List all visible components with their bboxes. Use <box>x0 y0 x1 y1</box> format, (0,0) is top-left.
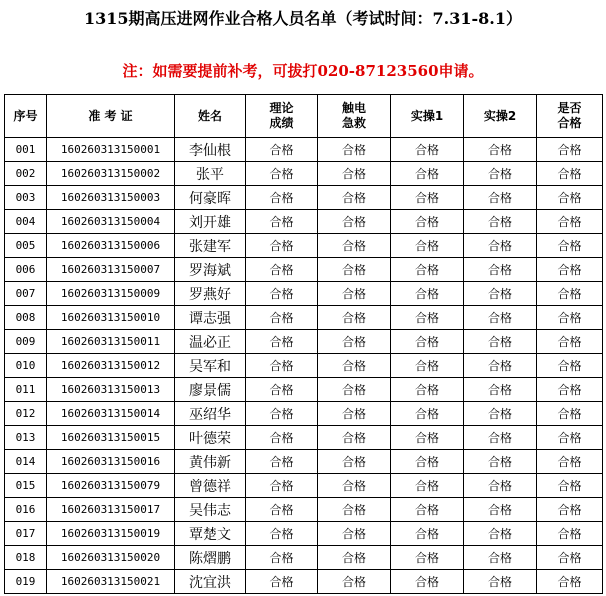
cell-practical1: 合格 <box>391 522 464 546</box>
table-row <box>5 546 603 570</box>
cell-exam-id: 160260313150003 <box>47 186 175 210</box>
cell-first-aid: 合格 <box>318 450 391 474</box>
table-row <box>5 450 603 474</box>
cell-first-aid: 合格 <box>318 138 391 162</box>
cell-practical1: 合格 <box>391 426 464 450</box>
cell-exam-id: 160260313150017 <box>47 498 175 522</box>
cell-first-aid: 合格 <box>318 306 391 330</box>
cell-exam-id: 160260313150020 <box>47 546 175 570</box>
cell-no: 018 <box>5 546 47 570</box>
header-first-aid: 触电 急救 <box>318 95 391 138</box>
cell-practical1: 合格 <box>391 546 464 570</box>
cell-theory: 合格 <box>246 282 318 306</box>
cell-pass: 合格 <box>537 498 603 522</box>
table-row <box>5 522 603 546</box>
cell-practical2: 合格 <box>464 258 537 282</box>
cell-name: 何豪晖 <box>175 186 246 210</box>
cell-practical1: 合格 <box>391 450 464 474</box>
cell-practical1: 合格 <box>391 378 464 402</box>
header-practical2: 实操2 <box>464 95 537 138</box>
cell-name: 陈熠鹏 <box>175 546 246 570</box>
header-no: 序号 <box>5 95 47 138</box>
cell-exam-id: 160260313150002 <box>47 162 175 186</box>
cell-theory: 合格 <box>246 210 318 234</box>
cell-practical2: 合格 <box>464 522 537 546</box>
cell-name: 廖景儒 <box>175 378 246 402</box>
cell-exam-id: 160260313150006 <box>47 234 175 258</box>
cell-no: 009 <box>5 330 47 354</box>
cell-exam-id: 160260313150001 <box>47 138 175 162</box>
cell-theory: 合格 <box>246 522 318 546</box>
table-row <box>5 354 603 378</box>
cell-name: 黄伟新 <box>175 450 246 474</box>
cell-exam-id: 160260313150004 <box>47 210 175 234</box>
table-row <box>5 162 603 186</box>
cell-exam-id: 160260313150016 <box>47 450 175 474</box>
cell-exam-id: 160260313150009 <box>47 282 175 306</box>
table-row <box>5 330 603 354</box>
cell-exam-id: 160260313150021 <box>47 570 175 594</box>
cell-no: 010 <box>5 354 47 378</box>
cell-exam-id: 160260313150014 <box>47 402 175 426</box>
cell-theory: 合格 <box>246 450 318 474</box>
cell-pass: 合格 <box>537 570 603 594</box>
cell-first-aid: 合格 <box>318 282 391 306</box>
cell-pass: 合格 <box>537 402 603 426</box>
cell-practical1: 合格 <box>391 474 464 498</box>
cell-name: 罗海斌 <box>175 258 246 282</box>
cell-theory: 合格 <box>246 402 318 426</box>
cell-practical1: 合格 <box>391 402 464 426</box>
cell-name: 曾德祥 <box>175 474 246 498</box>
cell-no: 016 <box>5 498 47 522</box>
cell-pass: 合格 <box>537 162 603 186</box>
cell-theory: 合格 <box>246 330 318 354</box>
cell-practical2: 合格 <box>464 354 537 378</box>
table-row <box>5 498 603 522</box>
cell-theory: 合格 <box>246 162 318 186</box>
table-row <box>5 282 603 306</box>
cell-name: 温必正 <box>175 330 246 354</box>
cell-practical2: 合格 <box>464 426 537 450</box>
cell-no: 004 <box>5 210 47 234</box>
cell-exam-id: 160260313150010 <box>47 306 175 330</box>
cell-no: 012 <box>5 402 47 426</box>
cell-practical1: 合格 <box>391 282 464 306</box>
cell-no: 006 <box>5 258 47 282</box>
cell-pass: 合格 <box>537 546 603 570</box>
cell-exam-id: 160260313150013 <box>47 378 175 402</box>
cell-pass: 合格 <box>537 210 603 234</box>
cell-pass: 合格 <box>537 138 603 162</box>
cell-no: 015 <box>5 474 47 498</box>
cell-first-aid: 合格 <box>318 330 391 354</box>
cell-first-aid: 合格 <box>318 498 391 522</box>
table-row <box>5 186 603 210</box>
cell-theory: 合格 <box>246 306 318 330</box>
cell-no: 008 <box>5 306 47 330</box>
cell-no: 001 <box>5 138 47 162</box>
cell-exam-id: 160260313150019 <box>47 522 175 546</box>
cell-practical2: 合格 <box>464 546 537 570</box>
table-row <box>5 570 603 594</box>
cell-practical2: 合格 <box>464 234 537 258</box>
table-row <box>5 306 603 330</box>
cell-practical2: 合格 <box>464 330 537 354</box>
cell-pass: 合格 <box>537 522 603 546</box>
cell-first-aid: 合格 <box>318 258 391 282</box>
cell-first-aid: 合格 <box>318 570 391 594</box>
header-name: 姓名 <box>175 95 246 138</box>
table-row <box>5 234 603 258</box>
roster-table <box>4 94 603 594</box>
cell-pass: 合格 <box>537 186 603 210</box>
table-row <box>5 138 603 162</box>
cell-theory: 合格 <box>246 378 318 402</box>
header-theory: 理论 成绩 <box>246 95 318 138</box>
cell-practical1: 合格 <box>391 354 464 378</box>
cell-practical2: 合格 <box>464 498 537 522</box>
cell-name: 沈宜洪 <box>175 570 246 594</box>
table-row <box>5 402 603 426</box>
cell-exam-id: 160260313150015 <box>47 426 175 450</box>
cell-no: 002 <box>5 162 47 186</box>
cell-practical2: 合格 <box>464 570 537 594</box>
cell-name: 刘开雄 <box>175 210 246 234</box>
cell-pass: 合格 <box>537 258 603 282</box>
cell-theory: 合格 <box>246 426 318 450</box>
cell-practical1: 合格 <box>391 306 464 330</box>
cell-theory: 合格 <box>246 234 318 258</box>
table-body <box>5 138 603 594</box>
cell-exam-id: 160260313150011 <box>47 330 175 354</box>
cell-theory: 合格 <box>246 474 318 498</box>
cell-no: 019 <box>5 570 47 594</box>
cell-first-aid: 合格 <box>318 402 391 426</box>
cell-pass: 合格 <box>537 378 603 402</box>
cell-pass: 合格 <box>537 426 603 450</box>
cell-pass: 合格 <box>537 474 603 498</box>
cell-theory: 合格 <box>246 546 318 570</box>
cell-practical1: 合格 <box>391 498 464 522</box>
cell-exam-id: 160260313150012 <box>47 354 175 378</box>
table-row <box>5 426 603 450</box>
cell-first-aid: 合格 <box>318 474 391 498</box>
header-exam-id: 准 考 证 <box>47 95 175 138</box>
cell-practical2: 合格 <box>464 402 537 426</box>
header-pass: 是否 合格 <box>537 95 603 138</box>
cell-practical2: 合格 <box>464 282 537 306</box>
table-row <box>5 258 603 282</box>
table-header-row <box>5 95 603 138</box>
cell-name: 吴伟志 <box>175 498 246 522</box>
notice-text: 注：如需要提前补考，可拔打020-87123560申请。 <box>122 62 484 80</box>
cell-theory: 合格 <box>246 186 318 210</box>
cell-name: 叶德荣 <box>175 426 246 450</box>
cell-first-aid: 合格 <box>318 162 391 186</box>
cell-exam-id: 160260313150079 <box>47 474 175 498</box>
cell-practical2: 合格 <box>464 162 537 186</box>
table-row <box>5 474 603 498</box>
cell-name: 张平 <box>175 162 246 186</box>
cell-practical1: 合格 <box>391 570 464 594</box>
cell-exam-id: 160260313150007 <box>47 258 175 282</box>
cell-pass: 合格 <box>537 330 603 354</box>
cell-practical1: 合格 <box>391 234 464 258</box>
cell-practical2: 合格 <box>464 474 537 498</box>
cell-practical2: 合格 <box>464 306 537 330</box>
cell-practical1: 合格 <box>391 258 464 282</box>
cell-first-aid: 合格 <box>318 186 391 210</box>
cell-first-aid: 合格 <box>318 522 391 546</box>
cell-name: 李仙根 <box>175 138 246 162</box>
cell-name: 覃楚文 <box>175 522 246 546</box>
cell-theory: 合格 <box>246 498 318 522</box>
cell-practical1: 合格 <box>391 162 464 186</box>
cell-pass: 合格 <box>537 282 603 306</box>
table-row <box>5 378 603 402</box>
cell-no: 013 <box>5 426 47 450</box>
cell-pass: 合格 <box>537 450 603 474</box>
cell-name: 吴军和 <box>175 354 246 378</box>
cell-name: 罗燕好 <box>175 282 246 306</box>
cell-first-aid: 合格 <box>318 354 391 378</box>
cell-practical2: 合格 <box>464 138 537 162</box>
cell-first-aid: 合格 <box>318 378 391 402</box>
cell-theory: 合格 <box>246 138 318 162</box>
cell-theory: 合格 <box>246 354 318 378</box>
cell-practical1: 合格 <box>391 210 464 234</box>
cell-pass: 合格 <box>537 306 603 330</box>
cell-practical1: 合格 <box>391 330 464 354</box>
cell-name: 谭志强 <box>175 306 246 330</box>
cell-practical2: 合格 <box>464 450 537 474</box>
table-row <box>5 210 603 234</box>
cell-no: 011 <box>5 378 47 402</box>
cell-no: 017 <box>5 522 47 546</box>
cell-no: 003 <box>5 186 47 210</box>
cell-practical2: 合格 <box>464 210 537 234</box>
cell-practical2: 合格 <box>464 186 537 210</box>
cell-first-aid: 合格 <box>318 234 391 258</box>
cell-pass: 合格 <box>537 354 603 378</box>
page-title: 1315期高压进网作业合格人员名单（考试时间：7.31-8.1） <box>84 9 522 28</box>
cell-theory: 合格 <box>246 570 318 594</box>
cell-first-aid: 合格 <box>318 426 391 450</box>
cell-name: 张建军 <box>175 234 246 258</box>
cell-no: 005 <box>5 234 47 258</box>
cell-practical2: 合格 <box>464 378 537 402</box>
cell-name: 巫绍华 <box>175 402 246 426</box>
cell-theory: 合格 <box>246 258 318 282</box>
cell-practical1: 合格 <box>391 138 464 162</box>
cell-pass: 合格 <box>537 234 603 258</box>
cell-no: 007 <box>5 282 47 306</box>
cell-first-aid: 合格 <box>318 546 391 570</box>
cell-no: 014 <box>5 450 47 474</box>
header-practical1: 实操1 <box>391 95 464 138</box>
cell-first-aid: 合格 <box>318 210 391 234</box>
cell-practical1: 合格 <box>391 186 464 210</box>
